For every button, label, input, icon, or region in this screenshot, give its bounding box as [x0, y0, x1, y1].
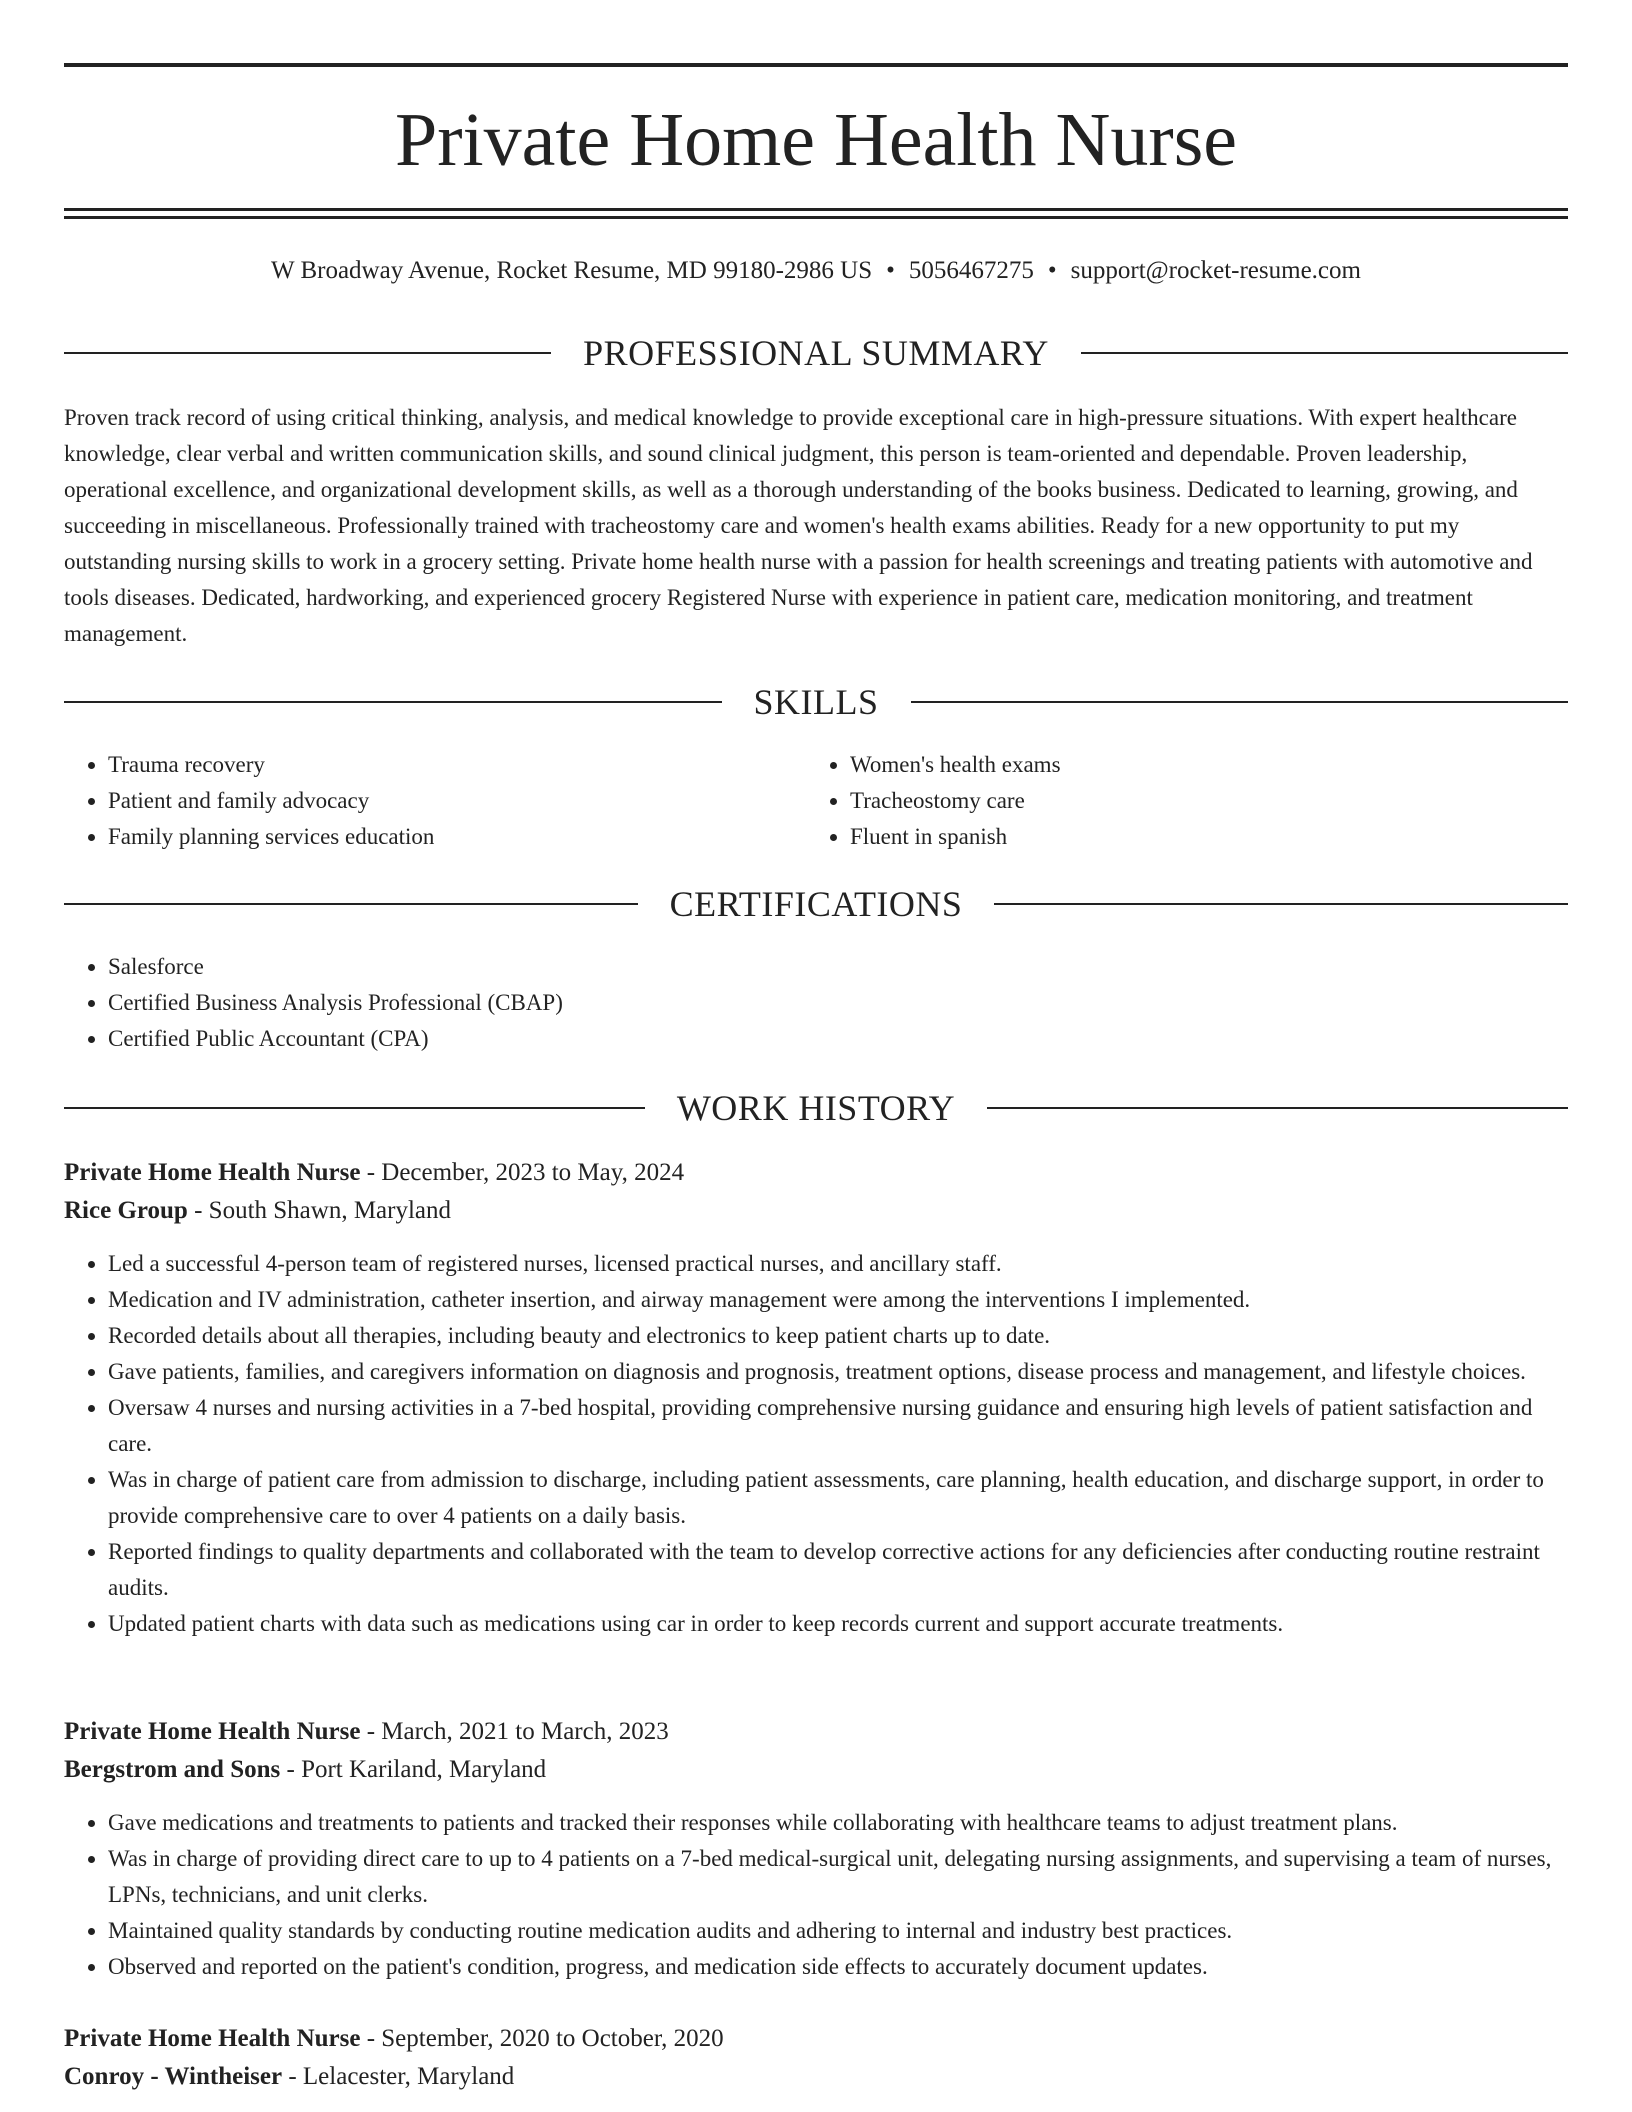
divider-line — [911, 701, 1569, 703]
separator: - — [360, 1159, 382, 1186]
address: W Broadway Avenue, Rocket Resume, MD 99180-2986 US — [271, 257, 873, 284]
job-bullet: • Maintained quality standards by conducting routine medication audits and adhering to internal and industry best practices. — [108, 1913, 1568, 1949]
email: support@rocket-resume.com — [1070, 257, 1361, 284]
job-role: Private Home Health Nurse — [64, 1159, 361, 1186]
divider-line — [64, 903, 638, 905]
job-entry — [64, 2020, 1568, 2096]
job-role-line — [64, 2020, 1568, 2058]
section-header-certifications — [64, 882, 1568, 926]
job-bullet: • Was in charge of providing direct care to up to 4 patients on a 7-bed medical-surgical unit, delegating nursing assignments, and supervising a team of nurses, LPNs, technicians, and unit clerks. — [108, 1841, 1568, 1913]
job-company: Rice Group — [64, 1197, 188, 1224]
contact-line — [64, 254, 1568, 288]
job-bullet: • Updated patient charts with data such as medications using car in order to keep records current and support accurate treatments. — [108, 1606, 1568, 1642]
divider-line — [1081, 352, 1568, 354]
job-bullet: • Recorded details about all therapies, including beauty and electronics to keep patient charts up to date. — [108, 1318, 1568, 1354]
skills-left-column — [64, 747, 804, 855]
job-dates: September, 2020 to October, 2020 — [381, 2025, 724, 2052]
job-location: Port Kariland, Maryland — [301, 1756, 547, 1783]
job-entry — [64, 1154, 1568, 1642]
skill-item: • Fluent in spanish — [850, 819, 1568, 855]
divider-line — [64, 352, 551, 354]
skills-right-column — [806, 747, 1568, 855]
section-title: SKILLS — [753, 682, 879, 722]
separator: - — [360, 2025, 382, 2052]
divider-line — [987, 1107, 1568, 1109]
job-role-line — [64, 1154, 1568, 1192]
job-company-line — [64, 1192, 1568, 1230]
skill-item: • Trauma recovery — [108, 747, 804, 783]
section-title: PROFESSIONAL SUMMARY — [583, 333, 1049, 373]
job-entry — [64, 1713, 1568, 1985]
job-company: Conroy - Wintheiser — [64, 2063, 283, 2090]
title-double-divider — [64, 208, 1568, 219]
job-bullets — [64, 1805, 1568, 1985]
job-dates: December, 2023 to May, 2024 — [381, 1159, 685, 1186]
job-role: Private Home Health Nurse — [64, 1718, 361, 1745]
resume-title: Private Home Health Nurse — [394, 98, 1238, 182]
job-company-line — [64, 2058, 1568, 2096]
job-bullet: • Oversaw 4 nurses and nursing activities in a 7-bed hospital, providing comprehensive nursing guidance and ensuring high levels of patient satisfaction and care. — [108, 1390, 1568, 1462]
section-header-work-history — [64, 1086, 1568, 1130]
section-header-skills — [64, 680, 1568, 724]
separator-dot: • — [1047, 257, 1057, 284]
skill-item: • Patient and family advocacy — [108, 783, 804, 819]
job-bullets — [64, 1246, 1568, 1642]
separator: - — [282, 2063, 303, 2090]
divider-line — [64, 1107, 645, 1109]
job-bullet: • Gave patients, families, and caregivers information on diagnosis and prognosis, treatment options, disease process and management, and lifestyle choices. — [108, 1354, 1568, 1390]
job-location: South Shawn, Maryland — [208, 1197, 452, 1224]
separator-dot: • — [886, 257, 895, 284]
job-company-line — [64, 1751, 1568, 1789]
certification-item: • Certified Public Accountant (CPA) — [108, 1021, 1568, 1057]
skill-item: • Women's health exams — [850, 747, 1568, 783]
certifications-list — [64, 949, 1568, 1057]
separator: - — [187, 1197, 209, 1224]
job-location: Lelacester, Maryland — [302, 2063, 515, 2090]
certification-item: • Salesforce — [108, 949, 1568, 985]
skill-item: • Tracheostomy care — [850, 783, 1568, 819]
summary-text: Proven track record of using critical thinking, analysis, and medical knowledge to provide exceptional care in high-pressure situations. With expert healthcare knowledge, clear verbal and written communication skills, and sound clinical judgment, this person is team-oriented and dependable. Proven leadership, operational excellence, and organizational development skills, as well as a thorough understanding of the books business. Dedicated to learning, growing, and succeeding in miscellaneous. Professionally trained with tracheostomy care and women's health exams abilities. Ready for a new opportunity to put my outstanding nursing skills to work in a grocery setting. Private home health nurse with a passion for health screenings and treating patients with automotive and tools diseases. Dedicated, hardworking, and experienced grocery Registered Nurse with experience in patient care, medication monitoring, and treatment management. — [64, 405, 1533, 646]
job-bullet: • Gave medications and treatments to patients and tracked their responses while collaborating with healthcare teams to adjust treatment plans. — [108, 1805, 1568, 1841]
top-divider — [64, 63, 1568, 67]
section-title: WORK HISTORY — [676, 1088, 956, 1128]
section-header-summary — [64, 331, 1568, 375]
job-role: Private Home Health Nurse — [64, 2025, 361, 2052]
certification-item: • Certified Business Analysis Professional (CBAP) — [108, 985, 1568, 1021]
job-role-line — [64, 1713, 1568, 1751]
section-title: CERTIFICATIONS — [669, 884, 963, 924]
job-bullet: • Was in charge of patient care from admission to discharge, including patient assessments, care planning, health education, and discharge support, in order to provide comprehensive care to over 4 patients on a daily basis. — [108, 1462, 1568, 1534]
separator: - — [280, 1756, 302, 1783]
job-bullet: • Medication and IV administration, catheter insertion, and airway management were among the interventions I implemented. — [108, 1282, 1568, 1318]
divider-line — [64, 701, 722, 703]
job-dates: March, 2021 to March, 2023 — [381, 1718, 669, 1745]
job-bullet: • Observed and reported on the patient's condition, progress, and medication side effects to accurately document updates. — [108, 1949, 1568, 1985]
phone: 5056467275 — [908, 257, 1034, 284]
job-company: Bergstrom and Sons — [64, 1756, 281, 1783]
divider-line — [994, 903, 1568, 905]
job-bullet: • Reported findings to quality departments and collaborated with the team to develop corrective actions for any deficiencies after conducting routine restraint audits. — [108, 1534, 1568, 1606]
skill-item: • Family planning services education — [108, 819, 804, 855]
job-bullet: • Led a successful 4-person team of registered nurses, licensed practical nurses, and ancillary staff. — [108, 1246, 1568, 1282]
separator: - — [360, 1718, 382, 1745]
